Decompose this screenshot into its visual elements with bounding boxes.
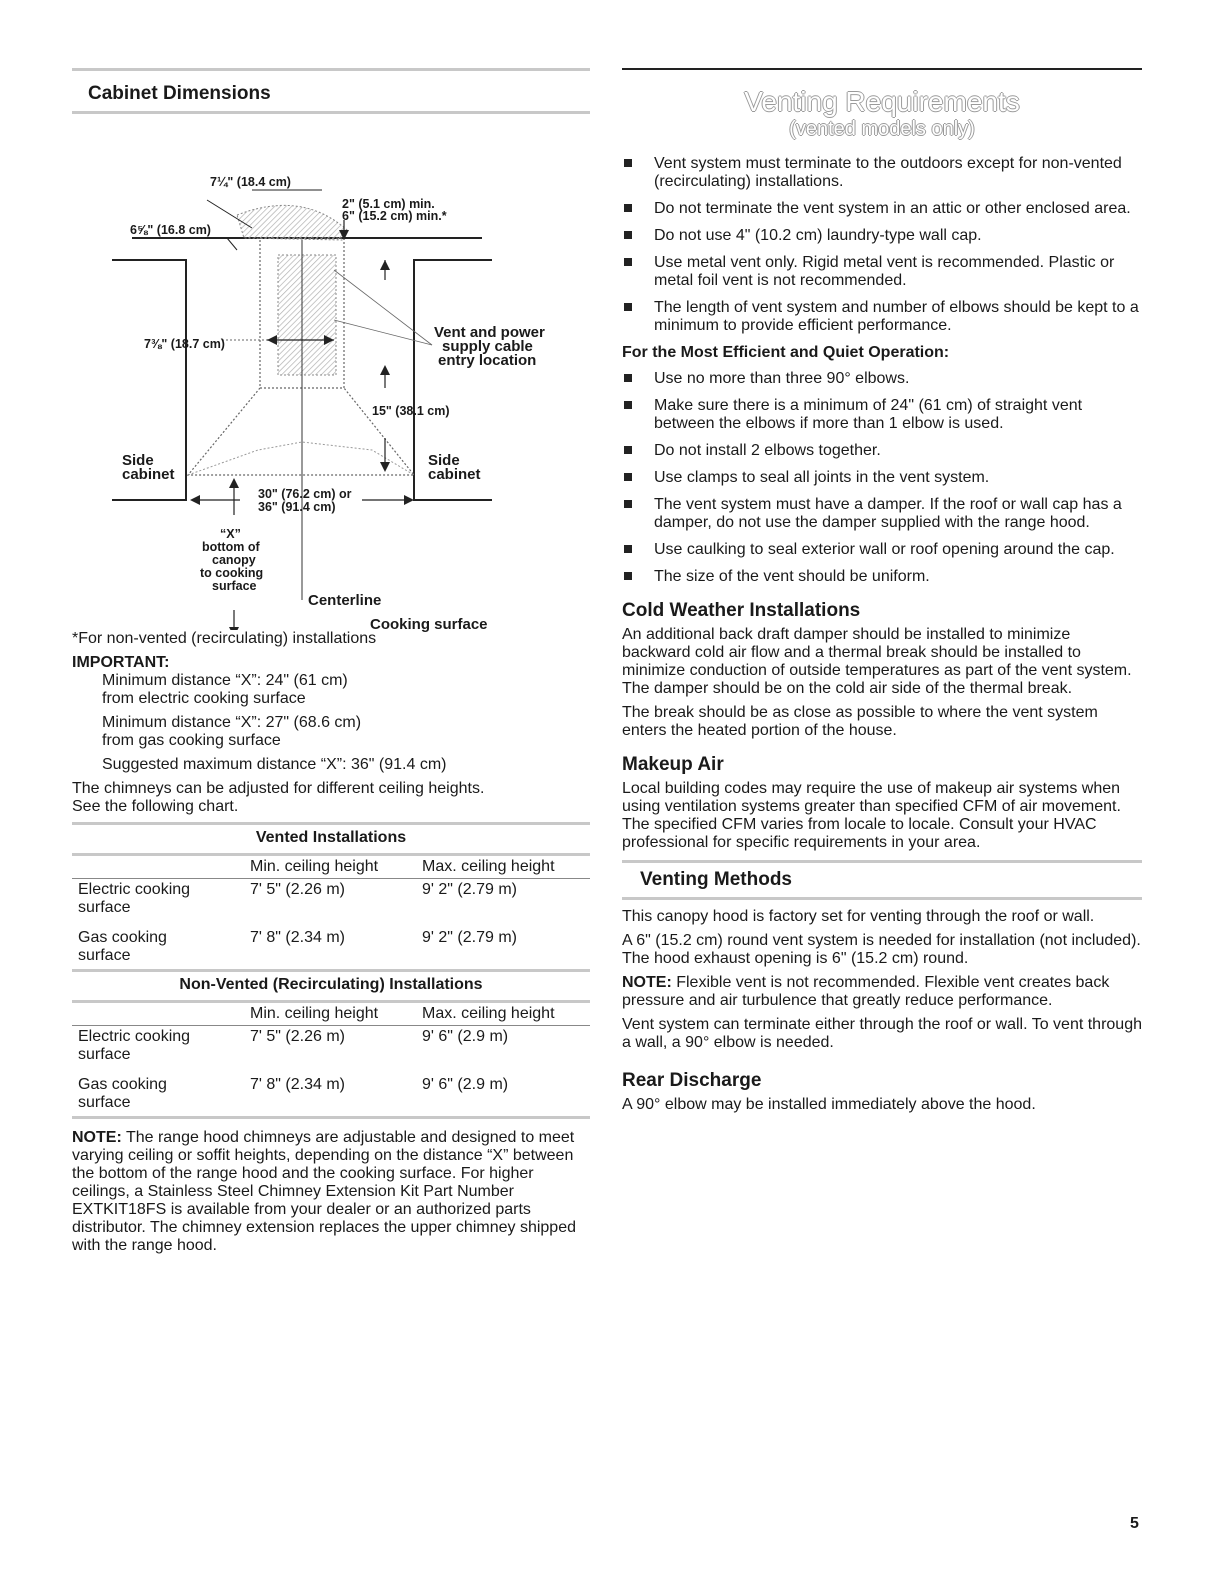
list-item xyxy=(622,442,1142,460)
surface-cell: Gas cooking xyxy=(78,1076,167,1093)
bullet-text: The vent system must have a damper. If the roof or wall cap has a damper, do not use the damper supplied with the range hood. xyxy=(654,496,1122,531)
side-cabinet-right-2: cabinet xyxy=(428,466,481,483)
table-header-row xyxy=(72,1003,590,1025)
centerline-label: Centerline xyxy=(308,592,382,609)
bullet-text: Use no more than three 90° elbows. xyxy=(654,370,910,387)
dim-min-clearance-recirc: 6" (15.2 cm) min.* xyxy=(342,209,447,223)
table-row xyxy=(72,879,590,919)
cabinet-dimensions-heading: Cabinet Dimensions xyxy=(88,83,271,104)
section-rule xyxy=(622,68,1142,70)
list-item xyxy=(622,370,1142,388)
surface-cell-2: surface xyxy=(78,1046,131,1063)
important-line: from electric cooking surface xyxy=(102,690,306,707)
max-cell: 9' 2" (2.79 m) xyxy=(422,881,517,898)
note-label: NOTE: xyxy=(622,974,672,991)
cold-weather-text: An additional back draft damper should be installed to minimize backward cold air flow and a thermal break should be installed to minimize conduction of outside temperatures as part of the vent system. The damper should be on the cold air side of the thermal break. xyxy=(622,626,1132,697)
important-line: Minimum distance “X”: 24" (61 cm) xyxy=(102,672,348,689)
venting-methods-text: Vent system can terminate either through the roof or wall. To vent through a wall, a 90° elbow is needed. xyxy=(622,1016,1142,1051)
dim-width-bottom-2: 36" (91.4 cm) xyxy=(258,500,336,514)
list-item xyxy=(622,568,1142,586)
efficient-operation-heading: For the Most Efficient and Quiet Operation: xyxy=(622,344,950,361)
list-item xyxy=(622,254,1142,290)
col-min-header: Min. ceiling height xyxy=(250,1005,379,1022)
dim-offset: 6⅝" (16.8 cm) xyxy=(130,223,211,237)
vented-table xyxy=(72,856,590,967)
venting-methods-text: A 6" (15.2 cm) round vent system is needed for installation (not included). The hood exhaust opening is 6" (15.2 cm) round. xyxy=(622,932,1141,967)
list-item xyxy=(622,299,1142,335)
left-column xyxy=(72,68,590,1255)
min-cell: 7' 5" (2.26 m) xyxy=(250,881,345,898)
important-line: from gas cooking surface xyxy=(102,732,281,749)
efficient-bullet-list xyxy=(622,370,1142,586)
list-item xyxy=(622,397,1142,433)
surface-cell-2: surface xyxy=(78,1094,131,1111)
important-line: Suggested maximum distance “X”: 36" (91.4 cm) xyxy=(102,756,447,773)
max-cell: 9' 6" (2.9 m) xyxy=(422,1076,509,1093)
note-text: The range hood chimneys are adjustable and designed to meet varying ceiling or soffit heights, depending on the distance “X” between the bottom of the range hood and the cooking surface. For higher ceilings, a Stainless Steel Chimney Extension Kit Part Number EXTKIT18FS is available from your dealer or an authorized parts distributor. The chimney extension replaces the upper chimney shipped with the range hood. xyxy=(72,1129,576,1254)
list-item xyxy=(622,541,1142,559)
cold-weather-text: The break should be as close as possible to where the vent system enters the heated portion of the house. xyxy=(622,704,1098,739)
note-text: Flexible vent is not recommended. Flexible vent creates back pressure and air turbulence that greatly reduce performance. xyxy=(622,974,1110,1009)
venting-requirements-title: Venting Requirements xyxy=(744,86,1020,117)
list-item xyxy=(622,496,1142,532)
min-cell: 7' 5" (2.26 m) xyxy=(250,1028,345,1045)
cold-weather-heading: Cold Weather Installations xyxy=(622,600,861,621)
dim-vent-width: 7⅜" (18.7 cm) xyxy=(144,337,225,351)
important-list xyxy=(72,672,590,774)
cabinet-dimensions-diagram xyxy=(72,120,590,633)
dim-min-clearance: 2" (5.1 cm) min. xyxy=(342,197,435,211)
section-rule xyxy=(622,897,1142,900)
important-label: IMPORTANT: xyxy=(72,654,170,671)
dim-height: 15" (38.1 cm) xyxy=(372,404,450,418)
bullet-text: The length of vent system and number of elbows should be kept to a minimum to provide efficient performance. xyxy=(654,299,1139,334)
bullet-text: The size of the vent should be uniform. xyxy=(654,568,930,585)
rear-discharge-text: A 90° elbow may be installed immediately above the hood. xyxy=(622,1096,1036,1113)
chimney-text: See the following chart. xyxy=(72,798,239,815)
dim-width-bottom-1: 30" (76.2 cm) or xyxy=(258,487,352,501)
bullet-text: Vent system must terminate to the outdoors except for non-vented (recirculating) installations. xyxy=(654,155,1122,190)
makeup-air-text: Local building codes may require the use of makeup air systems when using ventilation systems greater than specified CFM of air movement. The specified CFM varies from locale to locale. Consult your HVAC professional for specific requirements in your area. xyxy=(622,780,1121,851)
bullet-text: Do not install 2 elbows together. xyxy=(654,442,881,459)
list-item xyxy=(622,227,1142,245)
x-label: “X” xyxy=(220,527,241,541)
x-desc-4: surface xyxy=(212,579,257,593)
x-desc-2: canopy xyxy=(212,553,256,567)
max-cell: 9' 2" (2.79 m) xyxy=(422,929,517,946)
col-min-header: Min. ceiling height xyxy=(250,858,379,875)
vent-location-label-2: supply cable xyxy=(442,338,533,355)
hood-diagram-drawing xyxy=(72,120,590,633)
venting-methods-text: This canopy hood is factory set for venting through the roof or wall. xyxy=(622,908,1095,925)
note-label: NOTE: xyxy=(72,1129,122,1146)
makeup-air-heading: Makeup Air xyxy=(622,754,724,775)
nonvented-table xyxy=(72,1003,590,1114)
side-cabinet-right-1: Side xyxy=(428,452,460,469)
surface-cell: Electric cooking xyxy=(78,1028,191,1045)
dim-width-top: 7¼" (18.4 cm) xyxy=(210,175,291,189)
page-number: 5 xyxy=(1130,1515,1139,1532)
max-cell: 9' 6" (2.9 m) xyxy=(422,1028,509,1045)
venting-methods-heading: Venting Methods xyxy=(640,869,792,890)
col-max-header: Max. ceiling height xyxy=(422,858,555,875)
table-rule xyxy=(72,1116,590,1119)
x-desc-1: bottom of xyxy=(202,540,260,554)
list-item xyxy=(622,200,1142,218)
chimney-text: The chimneys can be adjusted for different ceiling heights. xyxy=(72,780,485,797)
x-desc-3: to cooking xyxy=(200,566,264,580)
surface-cell-2: surface xyxy=(78,899,131,916)
venting-requirements-subtitle: (vented models only) xyxy=(789,118,975,140)
vent-location-label-3: entry location xyxy=(438,352,537,369)
table-row xyxy=(72,919,590,967)
important-line: Minimum distance “X”: 27" (68.6 cm) xyxy=(102,714,362,731)
surface-cell: Electric cooking xyxy=(78,881,191,898)
surface-cell-2: surface xyxy=(78,947,131,964)
side-cabinet-left-2: cabinet xyxy=(122,466,175,483)
vent-location-label-1: Vent and power xyxy=(434,324,545,341)
right-column xyxy=(622,68,1142,1120)
table-row xyxy=(72,1026,590,1066)
section-rule xyxy=(72,111,590,114)
col-max-header: Max. ceiling height xyxy=(422,1005,555,1022)
min-cell: 7' 8" (2.34 m) xyxy=(250,1076,345,1093)
list-item xyxy=(622,469,1142,487)
bullet-text: Use clamps to seal all joints in the vent system. xyxy=(654,469,990,486)
venting-methods-note xyxy=(622,974,1142,1010)
bullet-text: Make sure there is a minimum of 24" (61 cm) of straight vent between the elbows if more than 1 elbow is used. xyxy=(654,397,1083,432)
bullet-text: Use metal vent only. Rigid metal vent is recommended. Plastic or metal foil vent is not recommended. xyxy=(654,254,1115,289)
surface-cell: Gas cooking xyxy=(78,929,167,946)
rear-discharge-heading: Rear Discharge xyxy=(622,1070,762,1091)
recirculating-footnote: *For non-vented (recirculating) installations xyxy=(72,630,377,647)
side-cabinet-left-1: Side xyxy=(122,452,154,469)
table-row xyxy=(72,1066,590,1114)
cooking-surface-label: Cooking surface xyxy=(370,616,488,633)
table-header-row xyxy=(72,856,590,878)
vented-table-title: Vented Installations xyxy=(255,829,407,846)
bullet-text: Use caulking to seal exterior wall or roof opening around the cap. xyxy=(654,541,1115,558)
chimney-note xyxy=(72,1129,590,1255)
bullet-text: Do not use 4" (10.2 cm) laundry-type wall cap. xyxy=(654,227,982,244)
venting-bullet-list xyxy=(622,155,1142,335)
bullet-text: Do not terminate the vent system in an attic or other enclosed area. xyxy=(654,200,1131,217)
list-item xyxy=(622,155,1142,191)
nonvented-table-title: Non-Vented (Recirculating) Installations xyxy=(179,976,483,993)
min-cell: 7' 8" (2.34 m) xyxy=(250,929,345,946)
